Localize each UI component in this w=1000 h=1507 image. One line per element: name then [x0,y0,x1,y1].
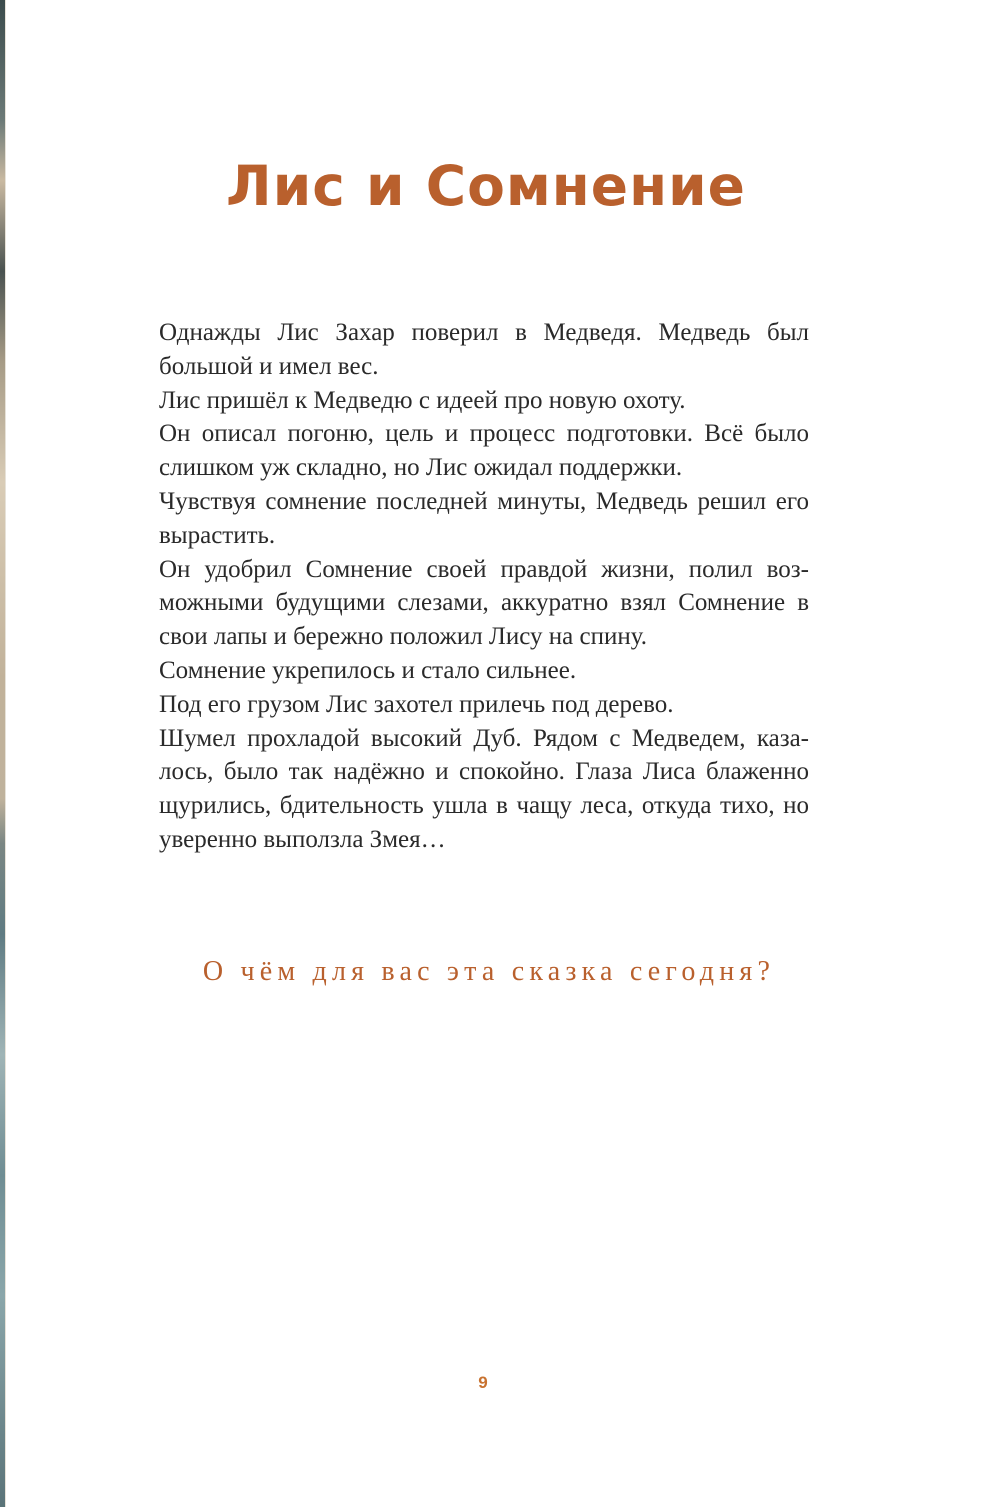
story-paragraph: Сомнение укрепилось и стало сильнее. [159,656,577,684]
reflection-question: О чём для вас эта сказка сегодня? [202,956,776,987]
story-paragraph: Лис пришёл к Медведю с идеей про новую охоту. [159,386,686,414]
story-paragraph: Он описал погоню, цель и процесс подготовки. Всё было слишком уж складно, но Лис ожидал поддержки. [159,420,809,482]
story-paragraph: Под его грузом Лис захотел прилечь под дерево. [159,690,674,718]
page-gutter-line [5,0,6,1507]
story-text [159,316,809,857]
story-paragraph: Он удобрил Сомнение своей правдой жизни, полил возможными будущими слезами, аккуратно взял Сомнение в свои лапы и бережно положил Лису на спину. [159,555,809,651]
story-paragraph: Шумел прохладой высокий Дуб. Рядом с Медведем, казалось, было так надёжно и спокойно. Глаза Лиса блаженно щурились, бдительность ушла в чащу леса, откуда тихо, но уверенно выползла Змея… [159,724,809,853]
story-paragraph: Однажды Лис Захар поверил в Медведя. Медведь был большой и имел вес. [159,319,809,380]
story-title: Лис и Сомнение [226,154,746,218]
page-number: 9 [478,1373,488,1392]
story-paragraph: Чувствуя сомнение последней минуты, Медведь решил его вырастить. [159,487,809,549]
